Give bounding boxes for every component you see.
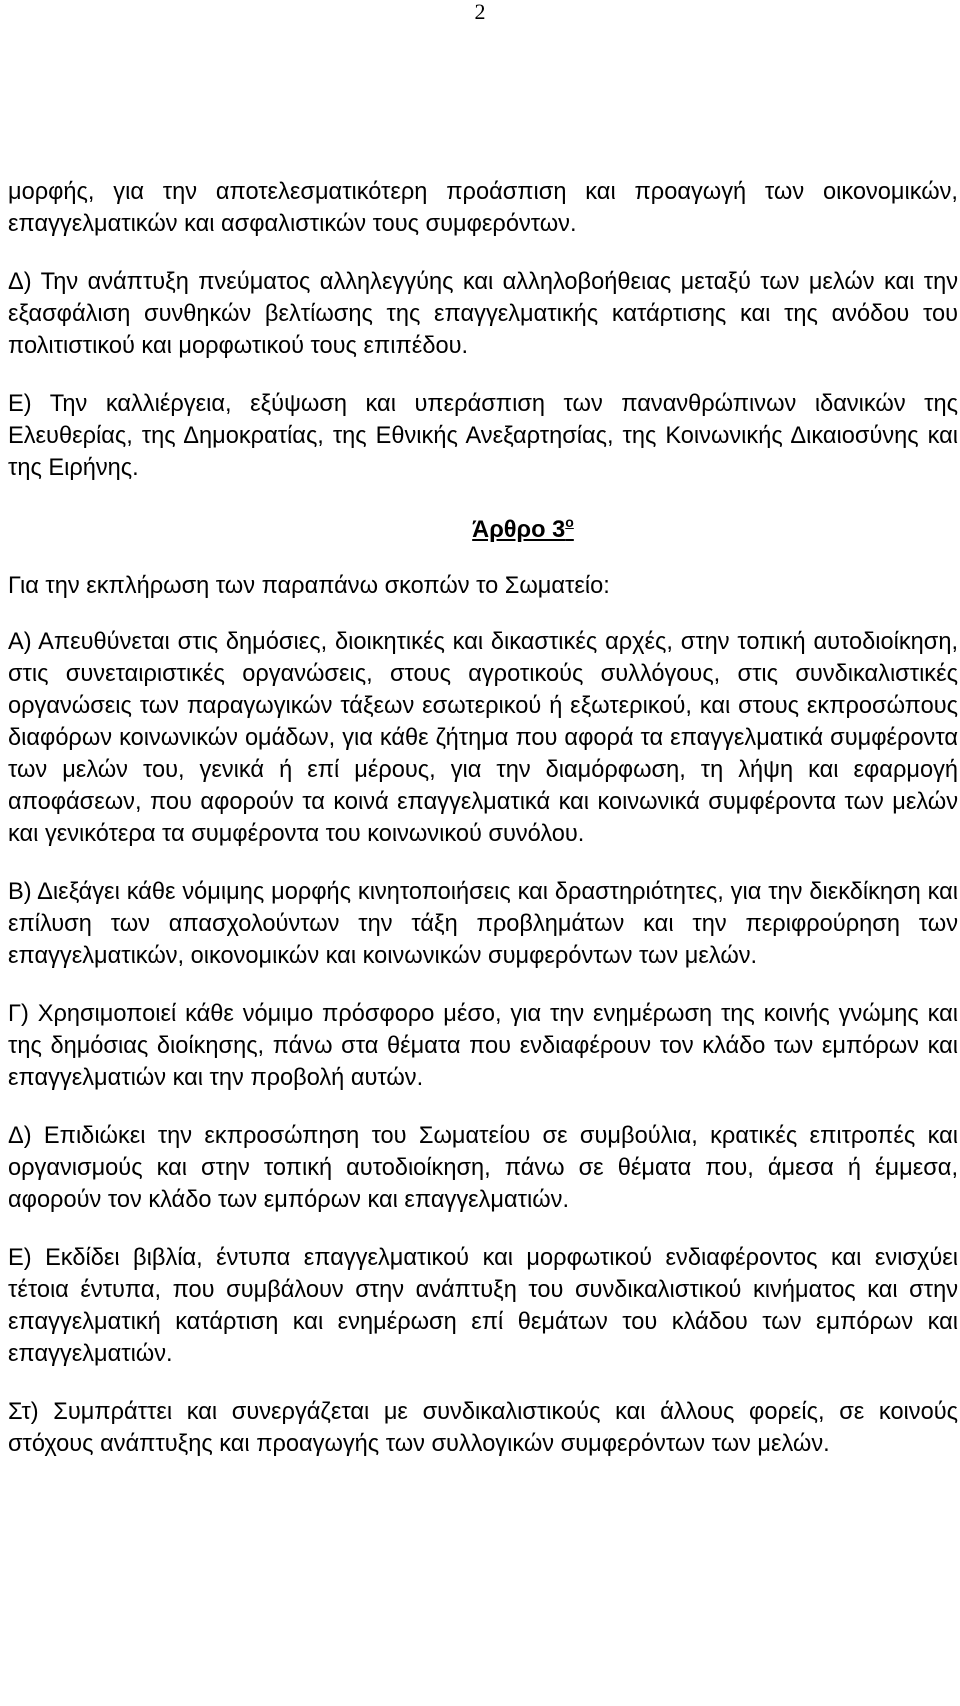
article-item: Α) Απευθύνεται στις δημόσιες, διοικητικές και δικαστικές αρχές, στην τοπική αυτοδιοίκηση, στις συνεταιριστικές οργανώσεις, στους αγροτικούς συλλόγους, στις συνδικαλιστικές οργανώσεις των παραγωγικών τάξεων εσωτερικού ή εξωτερικού, και στους εκπροσώπους διαφόρων κοινωνικών ομάδων, για κάθε ζήτημα που αφορά τα επαγγελματικά συμφέροντα των μελών του, γενικά ή επί μέρους, για την διαμόρφωση, τη λήψη και εφαρμογή αποφάσεων, που αφορούν τα κοινά επαγγελματικά και κοινωνικά συμφέροντα των μελών και γενικότερα τα συμφέροντα του κοινωνικού συνόλου.	[8, 629, 958, 847]
article-item: Ε) Εκδίδει βιβλία, έντυπα επαγγελματικού και μορφωτικού ενδιαφέροντος και ενισχύει τέτοια έντυπα, που συμβάλουν στην ανάπτυξη του συνδικαλιστικού κινήματος και στην επαγγελματική κατάρτιση και ενημέρωση επί θεμάτων του κλάδου των εμπόρων και επαγγελματιών.	[8, 1245, 958, 1367]
article-item: Β) Διεξάγει κάθε νόμιμης μορφής κινητοποιήσεις και δραστηριότητες, για την διεκδίκηση και επίλυση των απασχολούντων την τάξη προβλημάτων και την περιφρούρηση των επαγγελματικών, οικονομικών και κοινωνικών συμφερόντων των μελών.	[8, 879, 958, 969]
article-title-text: Άρθρο 3	[472, 517, 566, 543]
article-item: Δ) Επιδιώκει την εκπροσώπηση του Σωματείου σε συμβούλια, κρατικές επιτροπές και οργανισμούς και στην τοπική αυτοδιοίκηση, πάνω σε θέματα που, άμεσα ή έμμεσα, αφορούν τον κλάδο των εμπόρων και επαγγελματιών.	[8, 1123, 958, 1213]
article-title-superscript: ο	[565, 514, 574, 530]
article-item: Γ) Χρησιμοποιεί κάθε νόμιμο πρόσφορο μέσο, για την ενημέρωση της κοινής γνώμης και της δημόσιας διοίκησης, πάνω στα θέματα που ενδιαφέρουν τον κλάδο των εμπόρων και επαγγελματιών και την προβολή αυτών.	[8, 1001, 958, 1091]
article-intro: Για την εκπλήρωση των παραπάνω σκοπών το Σωματείο:	[8, 573, 610, 599]
article-item: Στ) Συμπράττει και συνεργάζεται με συνδικαλιστικούς και άλλους φορείς, σε κοινούς στόχους ανάπτυξης και προαγωγής των συλλογικών συμφερόντων των μελών.	[8, 1399, 958, 1457]
article-title	[8, 506, 958, 546]
paragraph: μορφής, για την αποτελεσματικότερη προάσπιση και προαγωγή των οικονομικών, επαγγελματικών και ασφαλιστικών τους συμφερόντων.	[8, 179, 958, 237]
paragraph: Ε) Την καλλιέργεια, εξύψωση και υπεράσπιση των πανανθρώπινων ιδανικών της Ελευθερίας, της Δημοκρατίας, της Εθνικής Ανεξαρτησίας, της Κοινωνικής Δικαιοσύνης και της Ειρήνης.	[8, 391, 958, 481]
document-body	[8, 176, 958, 1486]
paragraph: Δ) Την ανάπτυξη πνεύματος αλληλεγγύης και αλληλοβοήθειας μεταξύ των μελών και την εξασφάλιση συνθηκών βελτίωσης της επαγγελματικής κατάρτισης και της ανόδου του πολιτιστικού και μορφωτικού τους επιπέδου.	[8, 269, 958, 359]
page-number: 2	[474, 0, 486, 24]
